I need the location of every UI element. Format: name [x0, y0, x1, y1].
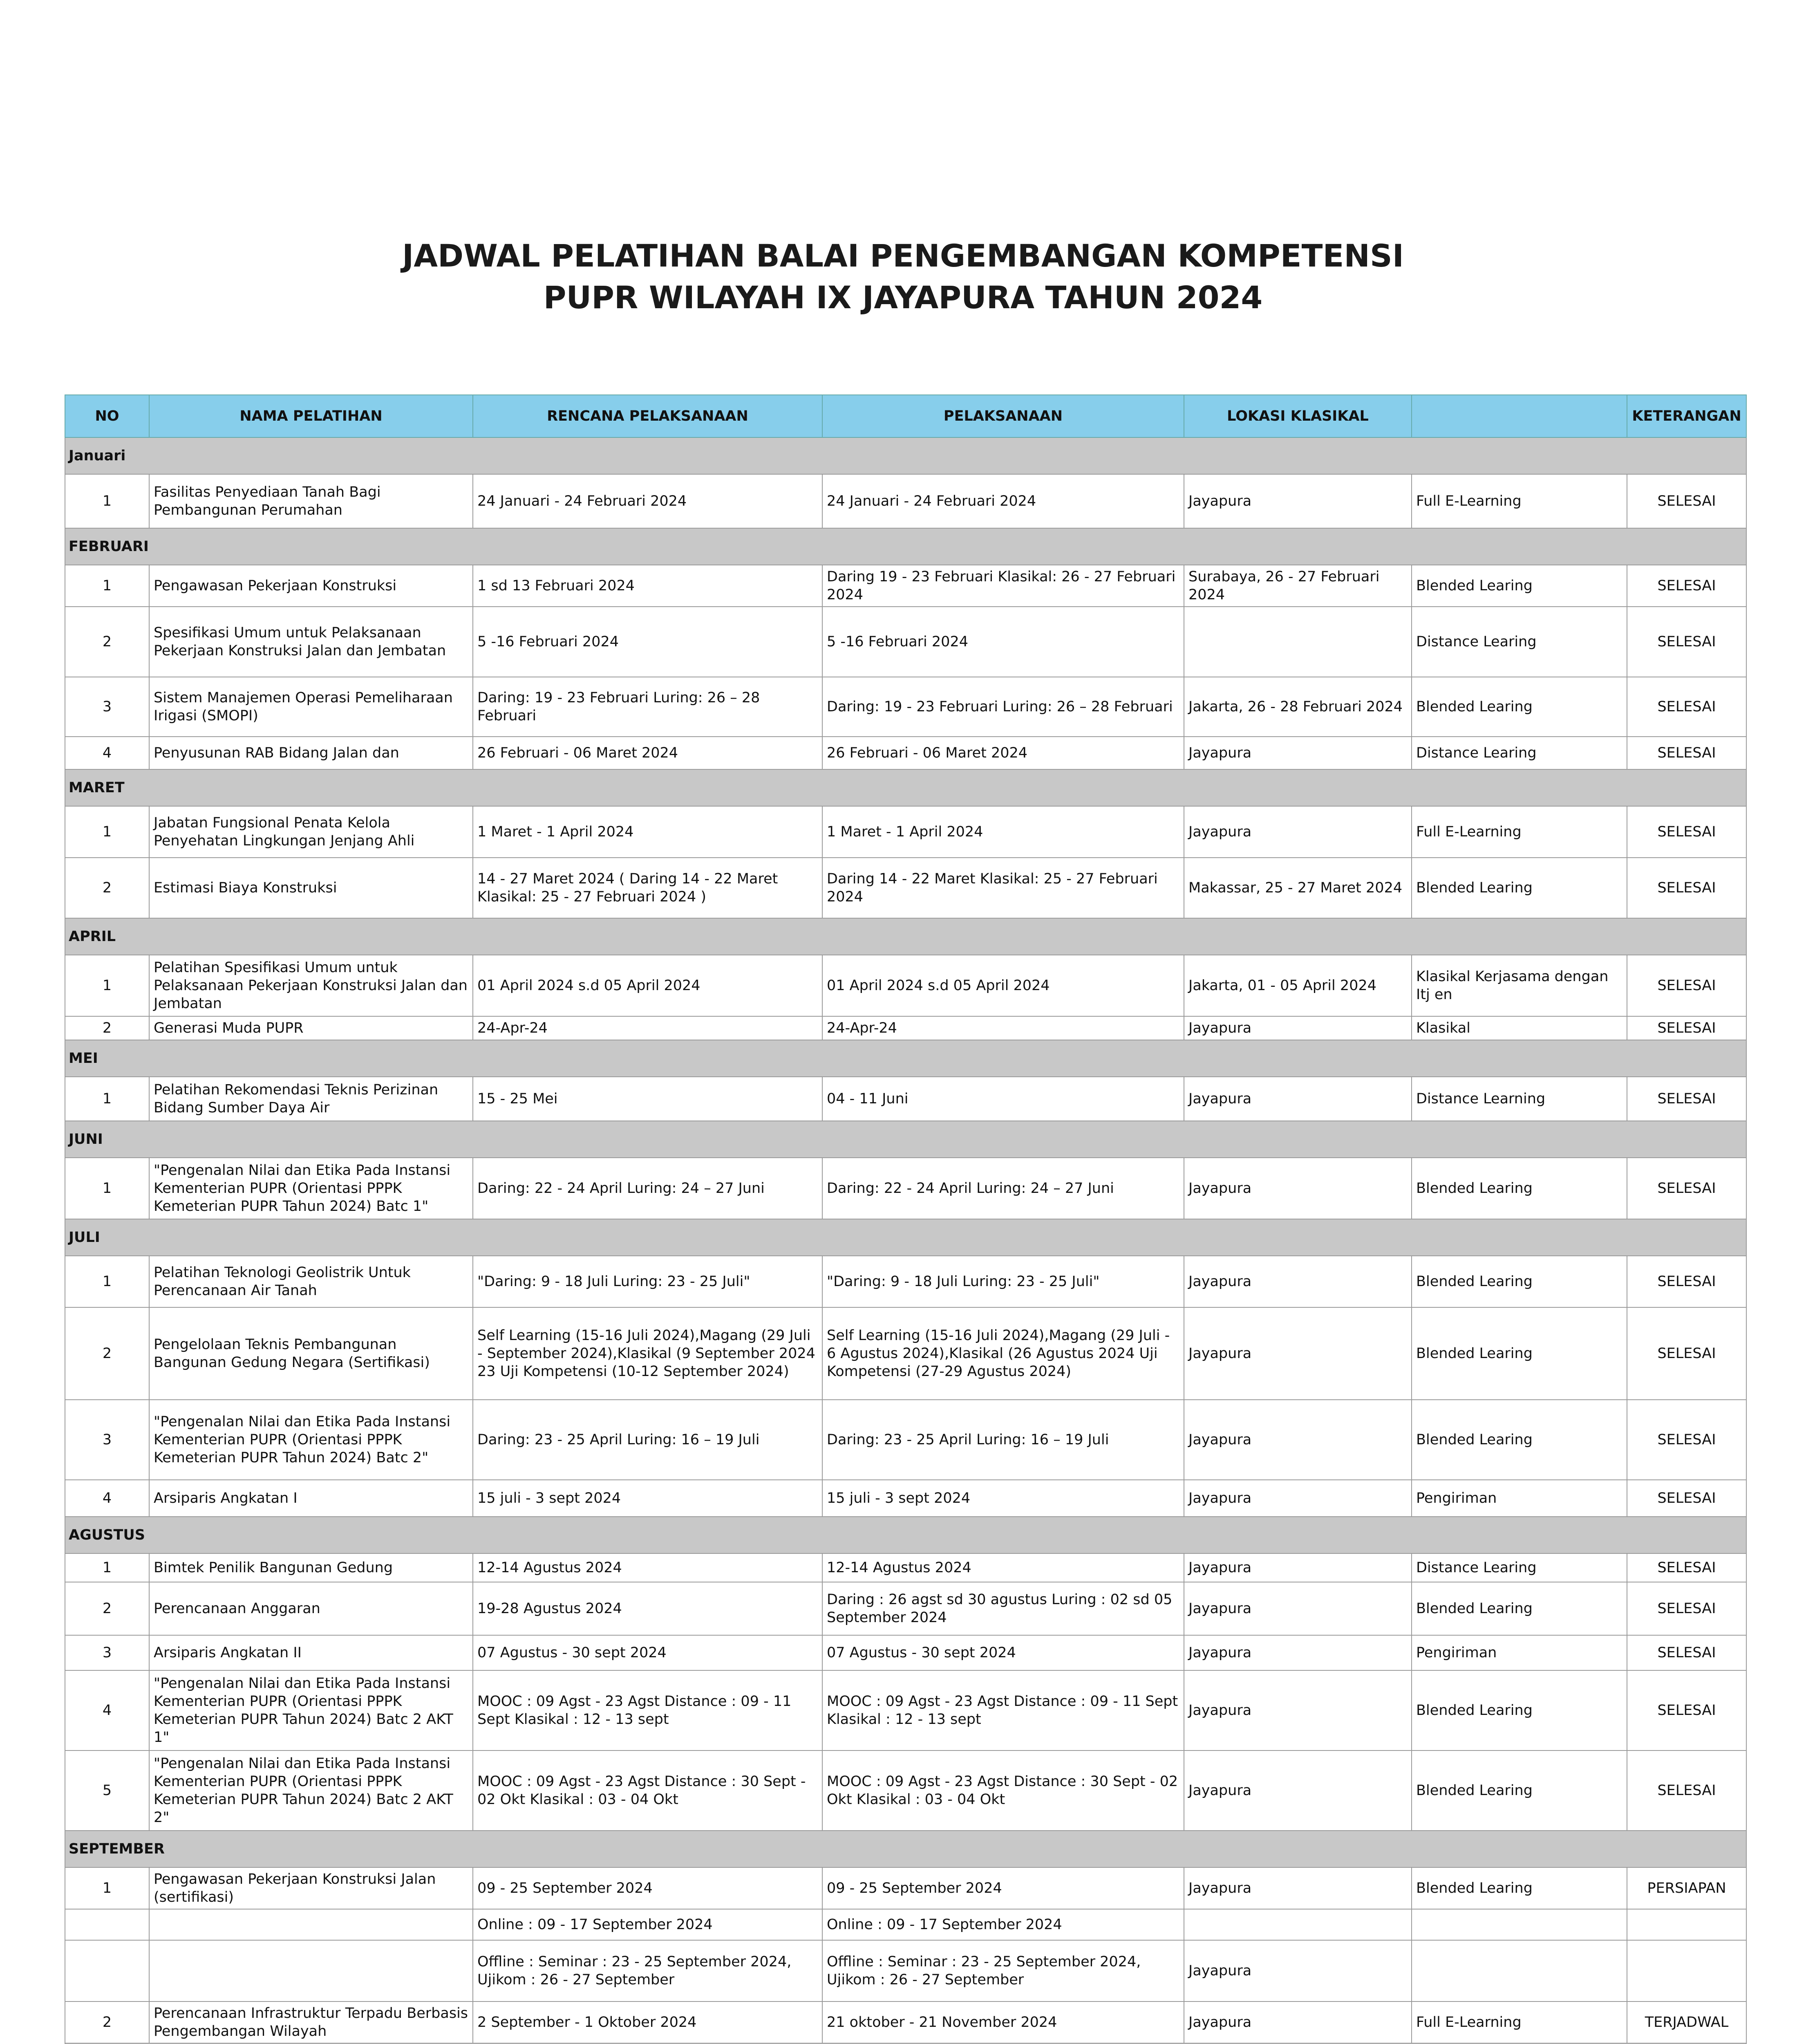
cell-no: 4: [65, 1480, 149, 1517]
cell-metode: [1412, 1940, 1627, 2001]
cell-keterangan: SELESAI: [1627, 1582, 1746, 1635]
title-line-1: JADWAL PELATIHAN BALAI PENGEMBANGAN KOMPETENSI: [402, 238, 1404, 274]
cell-lokasi: Jayapura: [1184, 1867, 1412, 1909]
cell-keterangan: [1627, 1909, 1746, 1940]
title-line-2: PUPR WILAYAH IX JAYAPURA TAHUN 2024: [543, 279, 1263, 316]
cell-metode: Blended Learing: [1412, 1582, 1627, 1635]
cell-keterangan: TERJADWAL: [1627, 2001, 1746, 2043]
cell-pelaksanaan: 01 April 2024 s.d 05 April 2024: [822, 955, 1184, 1016]
cell-metode: Blended Learing: [1412, 1670, 1627, 1750]
cell-pelaksanaan: Online : 09 - 17 September 2024: [822, 1909, 1184, 1940]
month-row: [65, 1831, 1746, 1867]
month-row: [65, 1219, 1746, 1256]
cell-metode: Full E-Learning: [1412, 474, 1627, 528]
cell-pelaksanaan: 24 Januari - 24 Februari 2024: [822, 474, 1184, 528]
cell-metode: [1412, 1909, 1627, 1940]
cell-lokasi: Jayapura: [1184, 1940, 1412, 2001]
cell-nama: [149, 1940, 473, 2001]
cell-pelaksanaan: 09 - 25 September 2024: [822, 1867, 1184, 1909]
cell-rencana: Daring: 22 - 24 April Luring: 24 – 27 Juni: [473, 1158, 822, 1219]
cell-keterangan: SELESAI: [1627, 1480, 1746, 1517]
cell-lokasi: Jayapura: [1184, 806, 1412, 858]
cell-keterangan: SELESAI: [1627, 1256, 1746, 1307]
cell-nama: Estimasi Biaya Konstruksi: [149, 858, 473, 918]
header-pelaksanaan: PELAKSANAAN: [822, 395, 1184, 437]
cell-metode: Blended Learing: [1412, 1400, 1627, 1480]
cell-pelaksanaan: 1 Maret - 1 April 2024: [822, 806, 1184, 858]
table-row: [65, 1553, 1746, 1582]
cell-nama: "Pengenalan Nilai dan Etika Pada Instansi Kementerian PUPR (Orientasi PPPK Kemeterian PUPR Tahun 2024) Batc 2 AKT 2": [149, 1750, 473, 1831]
cell-no: 4: [65, 737, 149, 769]
cell-nama: Bimtek Penilik Bangunan Gedung: [149, 1553, 473, 1582]
table-row: [65, 955, 1746, 1016]
cell-no: [65, 1909, 149, 1940]
cell-no: 3: [65, 677, 149, 737]
header-nama: NAMA PELATIHAN: [149, 395, 473, 437]
cell-pelaksanaan: 24-Apr-24: [822, 1016, 1184, 1040]
cell-keterangan: SELESAI: [1627, 1553, 1746, 1582]
cell-rencana: MOOC : 09 Agst - 23 Agst Distance : 30 Sept - 02 Okt Klasikal : 03 - 04 Okt: [473, 1750, 822, 1831]
month-label: JULI: [65, 1219, 1746, 1256]
table-row: [65, 2001, 1746, 2043]
cell-keterangan: SELESAI: [1627, 677, 1746, 737]
cell-lokasi: Jayapura: [1184, 1077, 1412, 1121]
cell-metode: Blended Learing: [1412, 1256, 1627, 1307]
cell-lokasi: Jayapura: [1184, 1750, 1412, 1831]
cell-no: 1: [65, 1553, 149, 1582]
cell-keterangan: SELESAI: [1627, 737, 1746, 769]
header-no: NO: [65, 395, 149, 437]
cell-pelaksanaan: Daring 14 - 22 Maret Klasikal: 25 - 27 Februari 2024: [822, 858, 1184, 918]
cell-keterangan: SELESAI: [1627, 565, 1746, 607]
cell-pelaksanaan: 07 Agustus - 30 sept 2024: [822, 1635, 1184, 1670]
month-row: [65, 1121, 1746, 1158]
month-label: JUNI: [65, 1121, 1746, 1158]
table-row: [65, 1940, 1746, 2001]
cell-no: 1: [65, 806, 149, 858]
table-row: [65, 474, 1746, 528]
cell-nama: Arsiparis Angkatan II: [149, 1635, 473, 1670]
cell-rencana: 12-14 Agustus 2024: [473, 1553, 822, 1582]
cell-nama: Jabatan Fungsional Penata Kelola Penyehatan Lingkungan Jenjang Ahli: [149, 806, 473, 858]
table-row: [65, 1909, 1746, 1940]
cell-no: [65, 1940, 149, 2001]
cell-metode: Distance Learning: [1412, 1077, 1627, 1121]
cell-rencana: 1 Maret - 1 April 2024: [473, 806, 822, 858]
cell-no: 2: [65, 1582, 149, 1635]
cell-nama: Pelatihan Rekomendasi Teknis Perizinan Bidang Sumber Daya Air: [149, 1077, 473, 1121]
cell-keterangan: SELESAI: [1627, 806, 1746, 858]
cell-no: 2: [65, 858, 149, 918]
cell-no: 3: [65, 1635, 149, 1670]
cell-lokasi: Jayapura: [1184, 474, 1412, 528]
table-row: [65, 607, 1746, 677]
cell-pelaksanaan: "Daring: 9 - 18 Juli Luring: 23 - 25 Juli": [822, 1256, 1184, 1307]
cell-keterangan: SELESAI: [1627, 1670, 1746, 1750]
cell-metode: Blended Learing: [1412, 1158, 1627, 1219]
cell-metode: Klasikal Kerjasama dengan Itj en: [1412, 955, 1627, 1016]
cell-keterangan: SELESAI: [1627, 1077, 1746, 1121]
cell-rencana: 24-Apr-24: [473, 1016, 822, 1040]
month-label: FEBRUARI: [65, 528, 1746, 565]
header-metode: [1412, 395, 1627, 437]
cell-nama: "Pengenalan Nilai dan Etika Pada Instansi Kementerian PUPR (Orientasi PPPK Kemeterian PUPR Tahun 2024) Batc 2 AKT 1": [149, 1670, 473, 1750]
table-row: [65, 1400, 1746, 1480]
table-row: [65, 1307, 1746, 1400]
cell-pelaksanaan: Daring 19 - 23 Februari Klasikal: 26 - 27 Februari 2024: [822, 565, 1184, 607]
cell-nama: Perencanaan Infrastruktur Terpadu Berbasis Pengembangan Wilayah: [149, 2001, 473, 2043]
cell-lokasi: [1184, 607, 1412, 677]
cell-metode: Blended Learing: [1412, 1307, 1627, 1400]
cell-rencana: 15 juli - 3 sept 2024: [473, 1480, 822, 1517]
cell-keterangan: SELESAI: [1627, 955, 1746, 1016]
month-label: MARET: [65, 769, 1746, 806]
cell-metode: Distance Learing: [1412, 607, 1627, 677]
cell-keterangan: SELESAI: [1627, 1750, 1746, 1831]
cell-metode: Blended Learing: [1412, 677, 1627, 737]
month-label: SEPTEMBER: [65, 1831, 1746, 1867]
cell-no: 2: [65, 1016, 149, 1040]
cell-pelaksanaan: Self Learning (15-16 Juli 2024),Magang (29 Juli - 6 Agustus 2024),Klasikal (26 Agustus 2024 Uji Kompetensi (27-29 Agustus 2024): [822, 1307, 1184, 1400]
cell-keterangan: SELESAI: [1627, 1400, 1746, 1480]
cell-rencana: 5 -16 Februari 2024: [473, 607, 822, 677]
cell-lokasi: Surabaya, 26 - 27 Februari 2024: [1184, 565, 1412, 607]
cell-no: 2: [65, 1307, 149, 1400]
cell-metode: Full E-Learning: [1412, 806, 1627, 858]
cell-nama: Penyusunan RAB Bidang Jalan dan: [149, 737, 473, 769]
header-lokasi: LOKASI KLASIKAL: [1184, 395, 1412, 437]
cell-pelaksanaan: Offline : Seminar : 23 - 25 September 2024, Ujikom : 26 - 27 September: [822, 1940, 1184, 2001]
cell-nama: Pelatihan Teknologi Geolistrik Untuk Perencanaan Air Tanah: [149, 1256, 473, 1307]
cell-no: 4: [65, 1670, 149, 1750]
cell-lokasi: Jayapura: [1184, 1256, 1412, 1307]
cell-nama: Sistem Manajemen Operasi Pemeliharaan Irigasi (SMOPI): [149, 677, 473, 737]
cell-nama: Pelatihan Spesifikasi Umum untuk Pelaksanaan Pekerjaan Konstruksi Jalan dan Jembatan: [149, 955, 473, 1016]
cell-keterangan: SELESAI: [1627, 474, 1746, 528]
cell-rencana: 2 September - 1 Oktober 2024: [473, 2001, 822, 2043]
table-row: [65, 1635, 1746, 1670]
cell-rencana: 24 Januari - 24 Februari 2024: [473, 474, 822, 528]
cell-lokasi: Jayapura: [1184, 737, 1412, 769]
cell-metode: Blended Learing: [1412, 565, 1627, 607]
month-row: [65, 1040, 1746, 1077]
cell-metode: Blended Learing: [1412, 858, 1627, 918]
cell-lokasi: Jakarta, 26 - 28 Februari 2024: [1184, 677, 1412, 737]
cell-lokasi: [1184, 1909, 1412, 1940]
cell-nama: Arsiparis Angkatan I: [149, 1480, 473, 1517]
table-row: [65, 858, 1746, 918]
cell-keterangan: SELESAI: [1627, 858, 1746, 918]
cell-rencana: Daring: 19 - 23 Februari Luring: 26 – 28 Februari: [473, 677, 822, 737]
cell-nama: Perencanaan Anggaran: [149, 1582, 473, 1635]
cell-lokasi: Jayapura: [1184, 1400, 1412, 1480]
cell-rencana: Online : 09 - 17 September 2024: [473, 1909, 822, 1940]
table-row: [65, 565, 1746, 607]
month-row: [65, 1517, 1746, 1553]
cell-pelaksanaan: 12-14 Agustus 2024: [822, 1553, 1184, 1582]
cell-nama: "Pengenalan Nilai dan Etika Pada Instansi Kementerian PUPR (Orientasi PPPK Kemeterian PUPR Tahun 2024) Batc 2": [149, 1400, 473, 1480]
cell-metode: Full E-Learning: [1412, 2001, 1627, 2043]
table-row: [65, 1158, 1746, 1219]
cell-pelaksanaan: Daring : 26 agst sd 30 agustus Luring : 02 sd 05 September 2024: [822, 1582, 1184, 1635]
cell-keterangan: [1627, 1940, 1746, 2001]
cell-metode: Blended Learing: [1412, 1867, 1627, 1909]
month-row: [65, 437, 1746, 474]
cell-metode: Distance Learing: [1412, 1553, 1627, 1582]
cell-pelaksanaan: 15 juli - 3 sept 2024: [822, 1480, 1184, 1517]
cell-metode: Blended Learing: [1412, 1750, 1627, 1831]
table-header-row: [65, 395, 1746, 437]
table-row: [65, 1077, 1746, 1121]
cell-no: 1: [65, 474, 149, 528]
table-row: [65, 1016, 1746, 1040]
cell-rencana: 09 - 25 September 2024: [473, 1867, 822, 1909]
cell-rencana: Daring: 23 - 25 April Luring: 16 – 19 Juli: [473, 1400, 822, 1480]
cell-rencana: 14 - 27 Maret 2024 ( Daring 14 - 22 Maret Klasikal: 25 - 27 Februari 2024 ): [473, 858, 822, 918]
cell-keterangan: SELESAI: [1627, 1635, 1746, 1670]
cell-metode: Klasikal: [1412, 1016, 1627, 1040]
cell-keterangan: SELESAI: [1627, 607, 1746, 677]
cell-no: 1: [65, 1158, 149, 1219]
cell-pelaksanaan: MOOC : 09 Agst - 23 Agst Distance : 30 Sept - 02 Okt Klasikal : 03 - 04 Okt: [822, 1750, 1184, 1831]
cell-nama: Pengawasan Pekerjaan Konstruksi Jalan (sertifikasi): [149, 1867, 473, 1909]
table-row: [65, 1867, 1746, 1909]
cell-nama: "Pengenalan Nilai dan Etika Pada Instansi Kementerian PUPR (Orientasi PPPK Kemeterian PUPR Tahun 2024) Batc 1": [149, 1158, 473, 1219]
cell-rencana: 26 Februari - 06 Maret 2024: [473, 737, 822, 769]
cell-pelaksanaan: Daring: 22 - 24 April Luring: 24 – 27 Juni: [822, 1158, 1184, 1219]
month-label: MEI: [65, 1040, 1746, 1077]
page-title: [0, 235, 1806, 318]
header-keterangan: KETERANGAN: [1627, 395, 1746, 437]
cell-rencana: 19-28 Agustus 2024: [473, 1582, 822, 1635]
cell-no: 2: [65, 607, 149, 677]
table-row: [65, 1582, 1746, 1635]
cell-rencana: Offline : Seminar : 23 - 25 September 2024, Ujikom : 26 - 27 September: [473, 1940, 822, 2001]
table-row: [65, 1670, 1746, 1750]
cell-rencana: 01 April 2024 s.d 05 April 2024: [473, 955, 822, 1016]
cell-no: 1: [65, 565, 149, 607]
cell-rencana: 15 - 25 Mei: [473, 1077, 822, 1121]
table-row: [65, 677, 1746, 737]
cell-lokasi: Jayapura: [1184, 1553, 1412, 1582]
cell-rencana: 1 sd 13 Februari 2024: [473, 565, 822, 607]
cell-nama: Pengawasan Pekerjaan Konstruksi: [149, 565, 473, 607]
cell-nama: [149, 1909, 473, 1940]
cell-pelaksanaan: MOOC : 09 Agst - 23 Agst Distance : 09 - 11 Sept Klasikal : 12 - 13 sept: [822, 1670, 1184, 1750]
month-label: APRIL: [65, 918, 1746, 955]
month-label: AGUSTUS: [65, 1517, 1746, 1553]
cell-rencana: MOOC : 09 Agst - 23 Agst Distance : 09 - 11 Sept Klasikal : 12 - 13 sept: [473, 1670, 822, 1750]
cell-keterangan: SELESAI: [1627, 1158, 1746, 1219]
cell-nama: Pengelolaan Teknis Pembangunan Bangunan Gedung Negara (Sertifikasi): [149, 1307, 473, 1400]
cell-no: 2: [65, 2001, 149, 2043]
cell-pelaksanaan: 5 -16 Februari 2024: [822, 607, 1184, 677]
cell-no: 1: [65, 955, 149, 1016]
table-row: [65, 1480, 1746, 1517]
table-row: [65, 1750, 1746, 1831]
cell-no: 1: [65, 1256, 149, 1307]
cell-no: 1: [65, 1077, 149, 1121]
cell-lokasi: Jayapura: [1184, 1480, 1412, 1517]
cell-no: 1: [65, 1867, 149, 1909]
cell-pelaksanaan: Daring: 19 - 23 Februari Luring: 26 – 28 Februari: [822, 677, 1184, 737]
cell-metode: Distance Learing: [1412, 737, 1627, 769]
cell-nama: Spesifikasi Umum untuk Pelaksanaan Pekerjaan Konstruksi Jalan dan Jembatan: [149, 607, 473, 677]
month-label: Januari: [65, 437, 1746, 474]
month-row: [65, 769, 1746, 806]
cell-rencana: "Daring: 9 - 18 Juli Luring: 23 - 25 Juli": [473, 1256, 822, 1307]
month-row: [65, 918, 1746, 955]
cell-lokasi: Jayapura: [1184, 2001, 1412, 2043]
cell-lokasi: Jayapura: [1184, 1158, 1412, 1219]
cell-metode: Pengiriman: [1412, 1635, 1627, 1670]
cell-nama: Generasi Muda PUPR: [149, 1016, 473, 1040]
cell-lokasi: Jayapura: [1184, 1307, 1412, 1400]
cell-no: 5: [65, 1750, 149, 1831]
cell-nama: Fasilitas Penyediaan Tanah Bagi Pembangunan Perumahan: [149, 474, 473, 528]
cell-metode: Pengiriman: [1412, 1480, 1627, 1517]
month-row: [65, 528, 1746, 565]
schedule-table: [65, 394, 1747, 2044]
table-row: [65, 737, 1746, 769]
cell-lokasi: Jayapura: [1184, 1016, 1412, 1040]
cell-lokasi: Jayapura: [1184, 1670, 1412, 1750]
cell-keterangan: SELESAI: [1627, 1016, 1746, 1040]
cell-rencana: 07 Agustus - 30 sept 2024: [473, 1635, 822, 1670]
cell-lokasi: Makassar, 25 - 27 Maret 2024: [1184, 858, 1412, 918]
cell-pelaksanaan: Daring: 23 - 25 April Luring: 16 – 19 Juli: [822, 1400, 1184, 1480]
cell-pelaksanaan: 04 - 11 Juni: [822, 1077, 1184, 1121]
cell-rencana: Self Learning (15-16 Juli 2024),Magang (29 Juli - September 2024),Klasikal (9 September 2024 23 Uji Kompetensi (10-12 September 2024): [473, 1307, 822, 1400]
cell-no: 3: [65, 1400, 149, 1480]
cell-keterangan: SELESAI: [1627, 1307, 1746, 1400]
table-row: [65, 806, 1746, 858]
cell-pelaksanaan: 26 Februari - 06 Maret 2024: [822, 737, 1184, 769]
table-row: [65, 1256, 1746, 1307]
cell-lokasi: Jayapura: [1184, 1635, 1412, 1670]
cell-pelaksanaan: 21 oktober - 21 November 2024: [822, 2001, 1184, 2043]
cell-keterangan: PERSIAPAN: [1627, 1867, 1746, 1909]
cell-lokasi: Jakarta, 01 - 05 April 2024: [1184, 955, 1412, 1016]
cell-lokasi: Jayapura: [1184, 1582, 1412, 1635]
header-rencana: RENCANA PELAKSANAAN: [473, 395, 822, 437]
